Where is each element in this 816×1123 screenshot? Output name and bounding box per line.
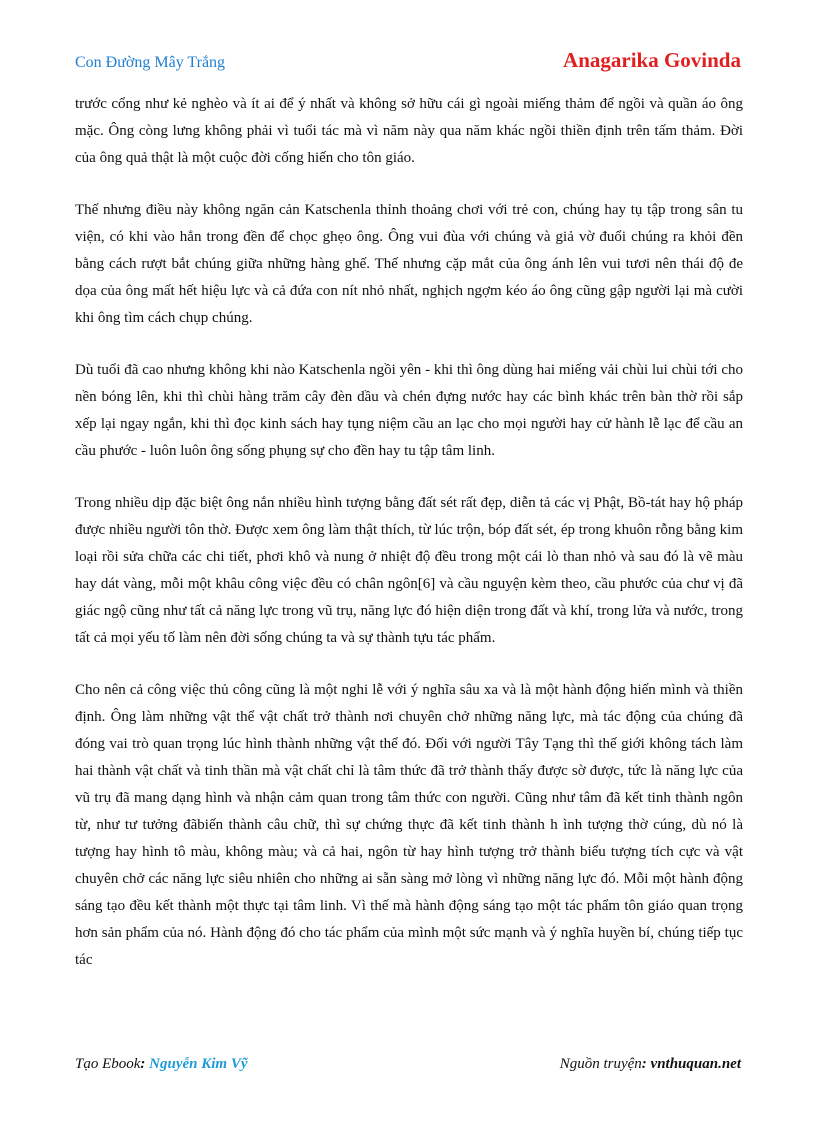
ebook-label: Tạo Ebook <box>75 1056 141 1072</box>
page-footer <box>75 1056 741 1078</box>
paragraph: trước cổng như kẻ nghèo và ít ai để ý nhất và không sở hữu cái gì ngoài miếng thảm để ngồi và quần áo ông mặc. Ông còng lưng không phải vì tuổi tác mà vì năm này qua năm khác ngồi thiền định trên tấm thảm. Đời của ông quả thật là một cuộc đời cống hiến cho tôn giáo. <box>75 96 743 166</box>
source-label: Nguồn truyện <box>559 1056 642 1072</box>
source-site: vnthuquan.net <box>650 1056 741 1072</box>
author-name: Anagarika Govinda <box>563 48 741 72</box>
book-title: Con Đường Mây Trắng <box>75 54 226 71</box>
source-separator: : <box>641 1056 651 1072</box>
paragraph: Thế nhưng điều này không ngăn cản Katschenla thỉnh thoảng chơi với trẻ con, chúng hay tụ tập trong sân tu viện, có khi vào hẳn trong đền để chọc ghẹo ông. Ông vui đùa với chúng và giả vờ đuổi chúng ra khỏi đền bằng cách rượt bắt chúng giữa những hàng ghế. Thế nhưng cặp mắt của ông ánh lên vui tươi nên thái độ đe dọa của ông mất hết hiệu lực và cả đứa con nít nhỏ nhất, nghịch ngợm kéo áo ông cũng gập người lại mà cười khi ông tìm cách chụp chúng. <box>75 202 743 326</box>
page-body <box>75 91 743 999</box>
page-header <box>75 46 741 76</box>
ebook-creator-name: Nguyễn Kim Vỹ <box>149 1056 248 1072</box>
ebook-credit <box>75 1056 248 1073</box>
paragraph: Dù tuổi đã cao nhưng không khi nào Katschenla ngồi yên - khi thì ông dùng hai miếng vải chùi lui chùi tới cho nền bóng lên, khi thì chùi hàng trăm cây đèn dầu và chén đựng nước hay các bình khác trên bàn thờ rồi sắp xếp lại ngay ngắn, khi thì đọc kinh sách hay tụng niệm cầu an lạc cho mọi người hay cử hành lễ lạc để cầu an cầu phước - luôn luôn ông sống phụng sự cho đền hay tu tập tâm linh. <box>75 362 743 459</box>
ebook-separator: : <box>140 1056 150 1072</box>
paragraph: Trong nhiều dịp đặc biệt ông nắn nhiều hình tượng bằng đất sét rất đẹp, diễn tả các vị Phật, Bồ-tát hay hộ pháp được nhiều người tôn thờ. Được xem ông làm thật thích, từ lúc trộn, bóp đất sét, ép trong khuôn rỗng bằng kim loại rồi sửa chữa các chi tiết, phơi khô và nung ở nhiệt độ đều trong một cái lò than nhỏ và sau đó là vẽ màu hay dát vàng, mỗi một khâu công việc đều có chân ngôn[6] và cầu nguyện kèm theo, cầu phước của chư vị đã giác ngộ cũng như tất cả năng lực trong vũ trụ, năng lực đó hiện diện trong đất và khí, trong lửa và nước, trong tất cả mọi yếu tố làm nên đời sống chúng ta và sự thành tựu tác phẩm. <box>75 495 743 646</box>
paragraph: Cho nên cả công việc thủ công cũng là một nghi lễ với ý nghĩa sâu xa và là một hành động hiến mình và thiền định. Ông làm những vật thể vật chất trở thành nơi chuyên chở những năng lực, mà tác động của chúng đã đóng vai trò quan trọng lúc hình thành những vật thể đó. Đối với người Tây Tạng thì thế giới không tách làm hai thành vật chất và tinh thần mà vật chất chỉ là tâm thức đã trở thành thấy được sờ được, tức là năng lực của vũ trụ đã mang dạng hình và nhận cảm quan trong tâm thức con người. Cũng như tâm đã kết tinh thành ngôn từ, như tư tưởng đãbiến thành câu chữ, thì sự chứng thực đã kết tinh thành h ình tượng thờ cúng, dù nó là tượng hay hình tô màu, không màu; và cả hai, ngôn từ hay hình tượng trở thành biểu tượng tích cực và vật chuyên chở các năng lực siêu nhiên cho những ai sẵn sàng mở lòng vì những năng lực đó. Mỗi một hành động sáng tạo đều kết thành một thực tại tâm linh. Vì thế mà hành động sáng tạo một tác phẩm tôn giáo quan trọng hơn sản phẩm của nó. Hành động đó cho tác phẩm của mình một sức mạnh và ý nghĩa huyền bí, chúng tiếp tục tác <box>75 682 743 968</box>
source-credit <box>560 1056 741 1073</box>
